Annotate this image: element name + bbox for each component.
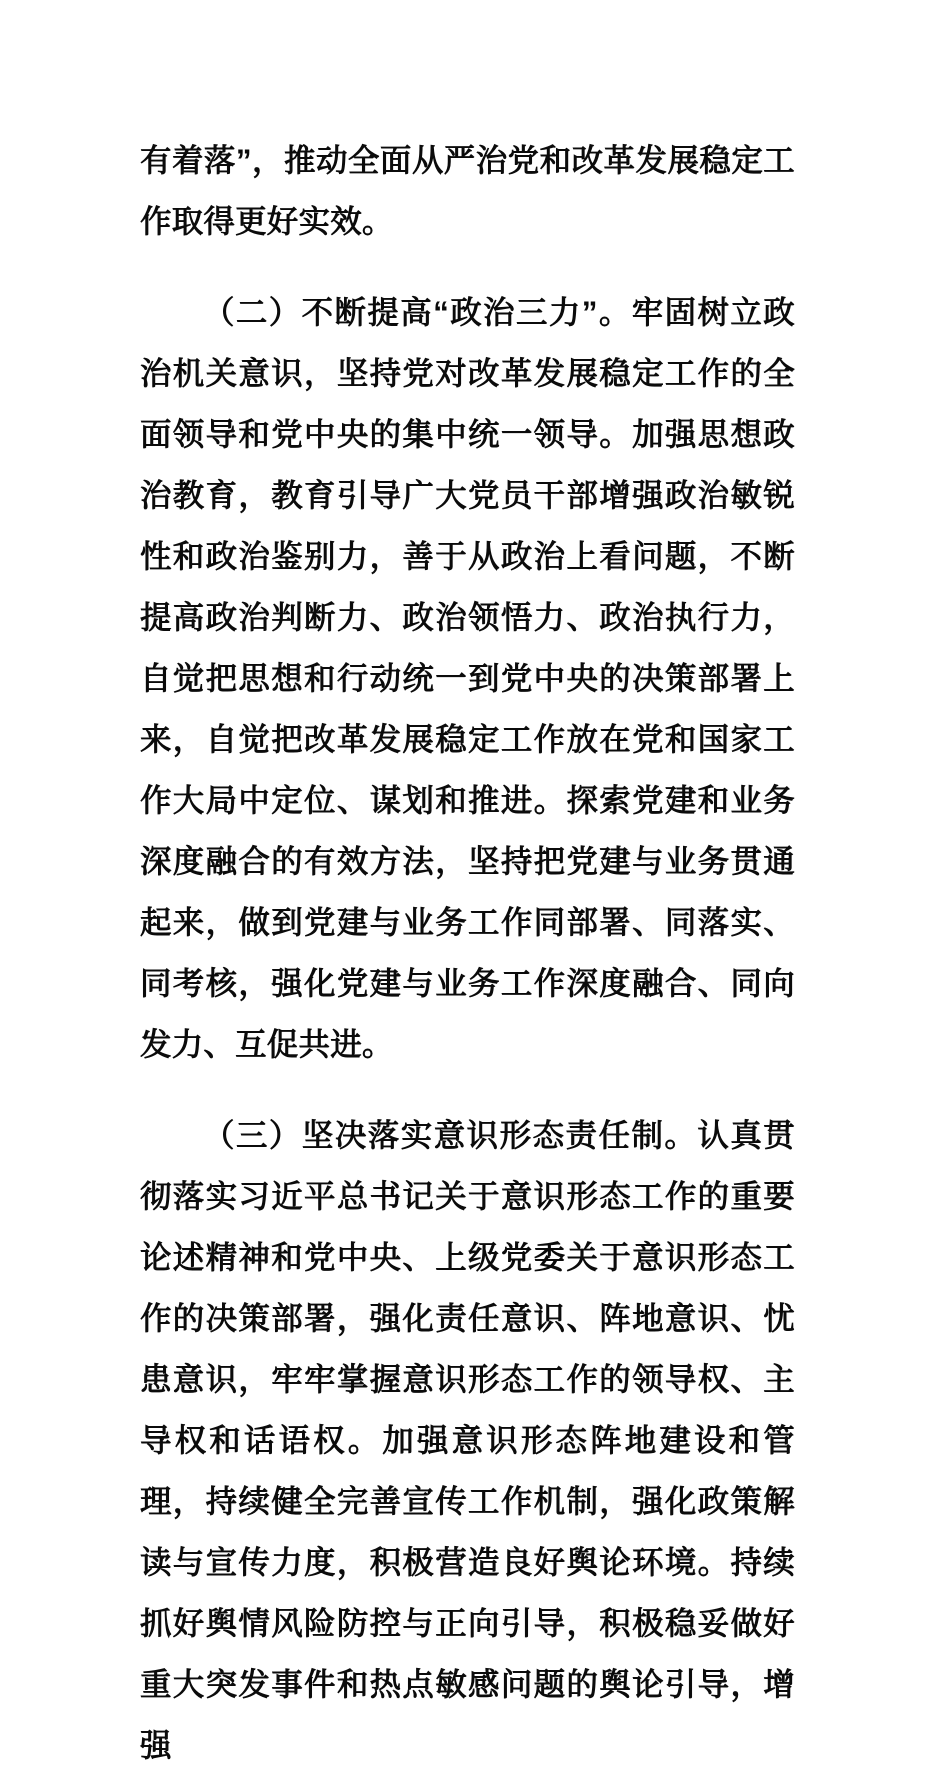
document-body [140, 130, 795, 1776]
paragraph-section-two: （二）不断提高“政治三力”。牢固树立政治机关意识，坚持党对改革发展稳定工作的全面领导和党中央的集中统一领导。加强思想政治教育，教育引导广大党员干部增强政治敏锐性和政治鉴别力，善于从政治上看问题，不断提高政治判断力、政治领悟力、政治执行力，自觉把思想和行动统一到党中央的决策部署上来，自觉把改革发展稳定工作放在党和国家工作大局中定位、谋划和推进。探索党建和业务深度融合的有效方法，坚持把党建与业务贯通起来，做到党建与业务工作同部署、同落实、同考核，强化党建与业务工作深度融合、同向发力、互促共进。 [140, 294, 795, 1062]
paragraph-section-three: （三）坚决落实意识形态责任制。认真贯彻落实习近平总书记关于意识形态工作的重要论述精神和党中央、上级党委关于意识形态工作的决策部署，强化责任意识、阵地意识、忧患意识，牢牢掌握意识形态工作的领导权、主导权和话语权。加强意识形态阵地建设和管理，持续健全完善宣传工作机制，强化政策解读与宣传力度，积极营造良好舆论环境。持续抓好舆情风险防控与正向引导，积极稳妥做好重大突发事件和热点敏感问题的舆论引导，增强 [140, 1117, 795, 1763]
paragraph-continuation: 有着落”，推动全面从严治党和改革发展稳定工作取得更好实效。 [140, 142, 795, 239]
